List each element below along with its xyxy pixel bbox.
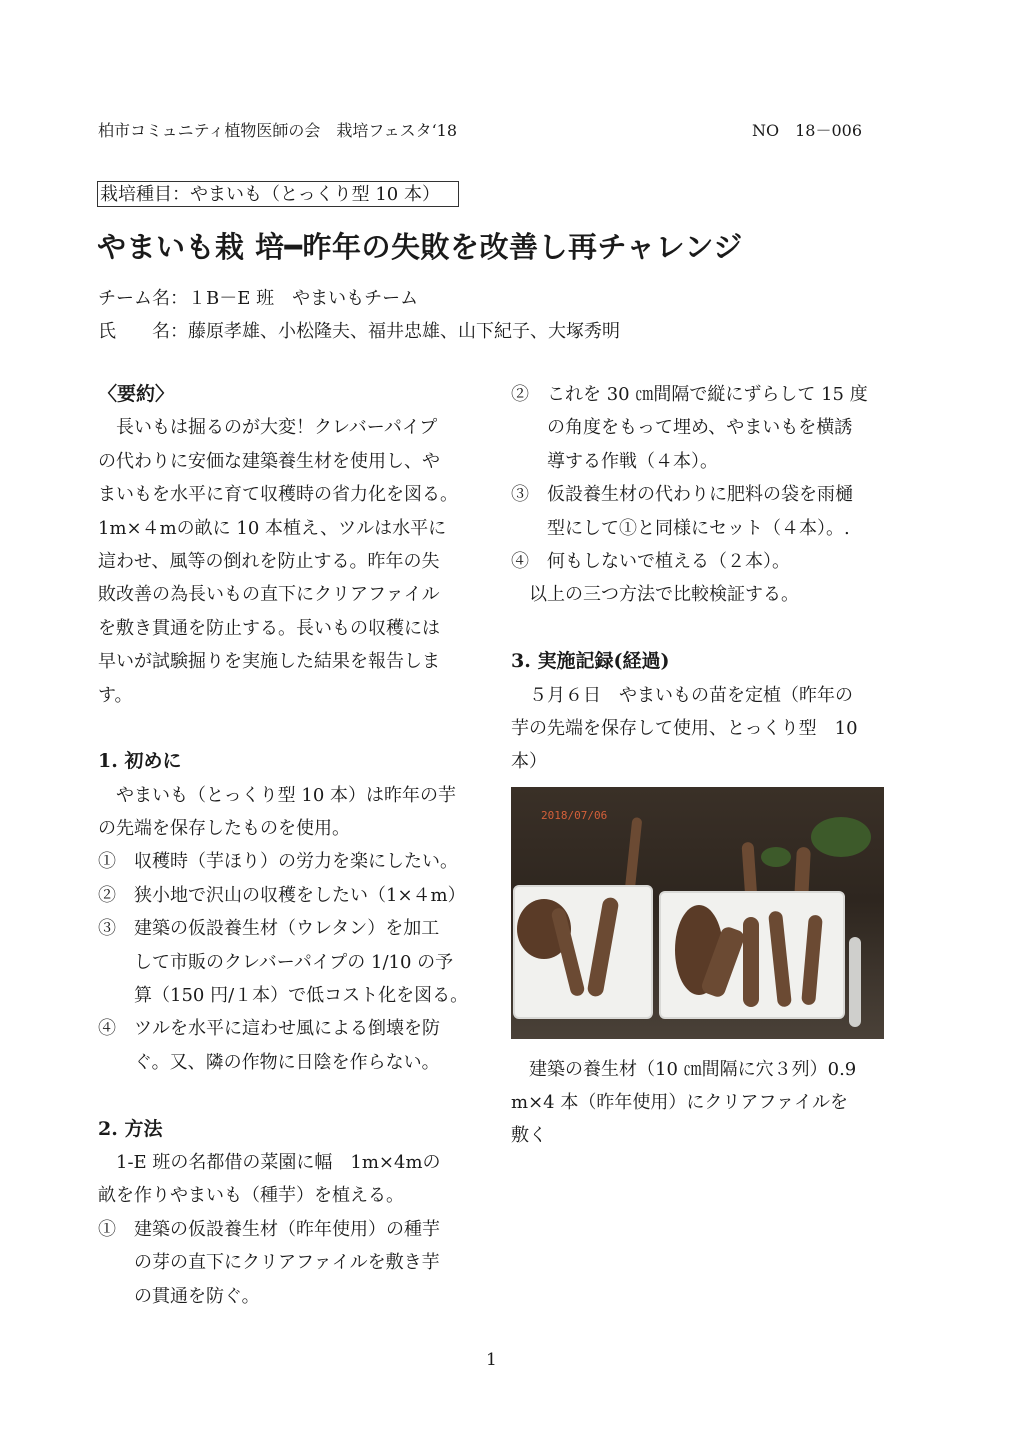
text-line: の芽の直下にクリアファイルを敷き芋 (98, 1252, 440, 1274)
list-item: ③ 仮設養生材の代わりに肥料の袋を雨樋 (511, 484, 853, 506)
text-line: ぐ。又、隣の作物に日陰を作らない。 (98, 1051, 440, 1073)
section-3-body (511, 679, 891, 779)
yam-root-shape (743, 917, 759, 1007)
list-item: ④ 何もしないで植える（２本）。 (511, 550, 790, 572)
header-organization: 柏市コミュニティ植物医師の会 栽培フェスタ‘18 (98, 121, 458, 140)
left-column (98, 378, 483, 1313)
crop-label-box: 栽培種目：やまいも（とっくり型 10 本） (97, 181, 459, 207)
method-continued (511, 378, 891, 612)
text-line: して市販のクレバーパイプの 1/10 の予 (98, 951, 454, 973)
text-line: 本） (511, 751, 547, 773)
text-line: やまいも（とっくり型 10 本）は昨年の芋 (98, 784, 456, 806)
text-line: まいもを水平に育て収穫時の省力化を図る。 (98, 484, 458, 506)
text-line: 型にして①と同様にセット（４本）。. (511, 517, 850, 539)
text-line: の代わりに安価な建築養生材を使用し、や (98, 450, 440, 472)
spacer (511, 612, 891, 645)
text-line: 以上の三つ方法で比較検証する。 (511, 584, 799, 606)
member-names: 氏 名：藤原孝雄、小松隆夫、福井忠雄、山下紀子、大塚秀明 (98, 321, 620, 342)
text-line: 敷く (511, 1125, 547, 1147)
text-line: の貫通を防ぐ。 (98, 1285, 260, 1307)
list-item: ② これを 30 ㎝間隔で縦にずらして 15 度 (511, 384, 868, 405)
summary-heading: 〈要約〉 (98, 383, 175, 405)
section-1-body (98, 779, 483, 1080)
spacer (98, 1079, 483, 1112)
photo-caption (511, 1053, 891, 1153)
section-3-heading: 3. 実施記録(経過) (511, 650, 670, 673)
text-line: m×4 本（昨年使用）にクリアファイルを (511, 1092, 848, 1114)
list-item: ④ ツルを水平に這わせ風による倒壊を防 (98, 1018, 440, 1040)
text-line: 敗改善の為長いもの直下にクリアファイル (98, 584, 440, 606)
list-item: ① 収穫時（芋ほり）の労力を楽にしたい。 (98, 851, 458, 873)
tool-handle-shape (849, 937, 861, 1027)
text-line: 導する作戦（４本）。 (511, 450, 718, 472)
text-line: 1m×４mの畝に 10 本植え、ツルは水平に (98, 517, 447, 539)
text-line: 1‐E 班の名都借の菜園に幅 1m×4mの (98, 1151, 441, 1173)
text-line: 建築の養生材（10 ㎝間隔に穴３列）0.9 (511, 1058, 857, 1080)
text-line: 這わせ、風等の倒れを防止する。昨年の失 (98, 550, 440, 572)
team-name: チーム名：１B－E 班 やまいもチーム (98, 288, 419, 309)
text-line: 算（150 円/１本）で低コスト化を図る。 (98, 985, 469, 1007)
header-doc-number: NO 18－006 (752, 121, 863, 140)
foliage-shape (811, 817, 871, 857)
list-item: ① 建築の仮設養生材（昨年使用）の種芋 (98, 1218, 440, 1240)
text-line: ５月６日 やまいもの苗を定植（昨年の (511, 684, 853, 706)
text-line: 畝を作りやまいも（種芋）を植える。 (98, 1185, 404, 1207)
list-item: ② 狭小地で沢山の収穫をしたい（1×４m） (98, 884, 466, 906)
text-line: を敷き貫通を防止する。長いもの収穫には (98, 617, 440, 639)
text-line: す。 (98, 684, 133, 706)
text-line: の先端を保存したものを使用。 (98, 818, 350, 840)
photo-date-stamp: 2018/07/06 (541, 808, 608, 822)
section-2-body (98, 1146, 483, 1313)
spacer (98, 712, 483, 745)
text-line: 早いが試験掘りを実施した結果を報告しま (98, 651, 440, 673)
yam-harvest-photo (511, 787, 884, 1039)
page-number: 1 (486, 1350, 497, 1370)
summary-body (98, 411, 483, 712)
document-title: やまいも栽 培━昨年の失敗を改善し再チャレンジ (97, 230, 743, 264)
section-2-heading: 2. 方法 (98, 1117, 163, 1140)
section-1-heading: 1. 初めに (98, 750, 182, 773)
text-line: の角度をもって埋め、やまいもを横誘 (511, 417, 853, 439)
text-line: 芋の先端を保存して使用、とっくり型 10 (511, 717, 858, 739)
list-item: ③ 建築の仮設養生材（ウレタン）を加工 (98, 918, 440, 940)
foliage-shape (761, 847, 791, 867)
right-column (511, 378, 891, 1153)
text-line: 長いもは掘るのが大変！クレバーパイプ (98, 417, 438, 439)
